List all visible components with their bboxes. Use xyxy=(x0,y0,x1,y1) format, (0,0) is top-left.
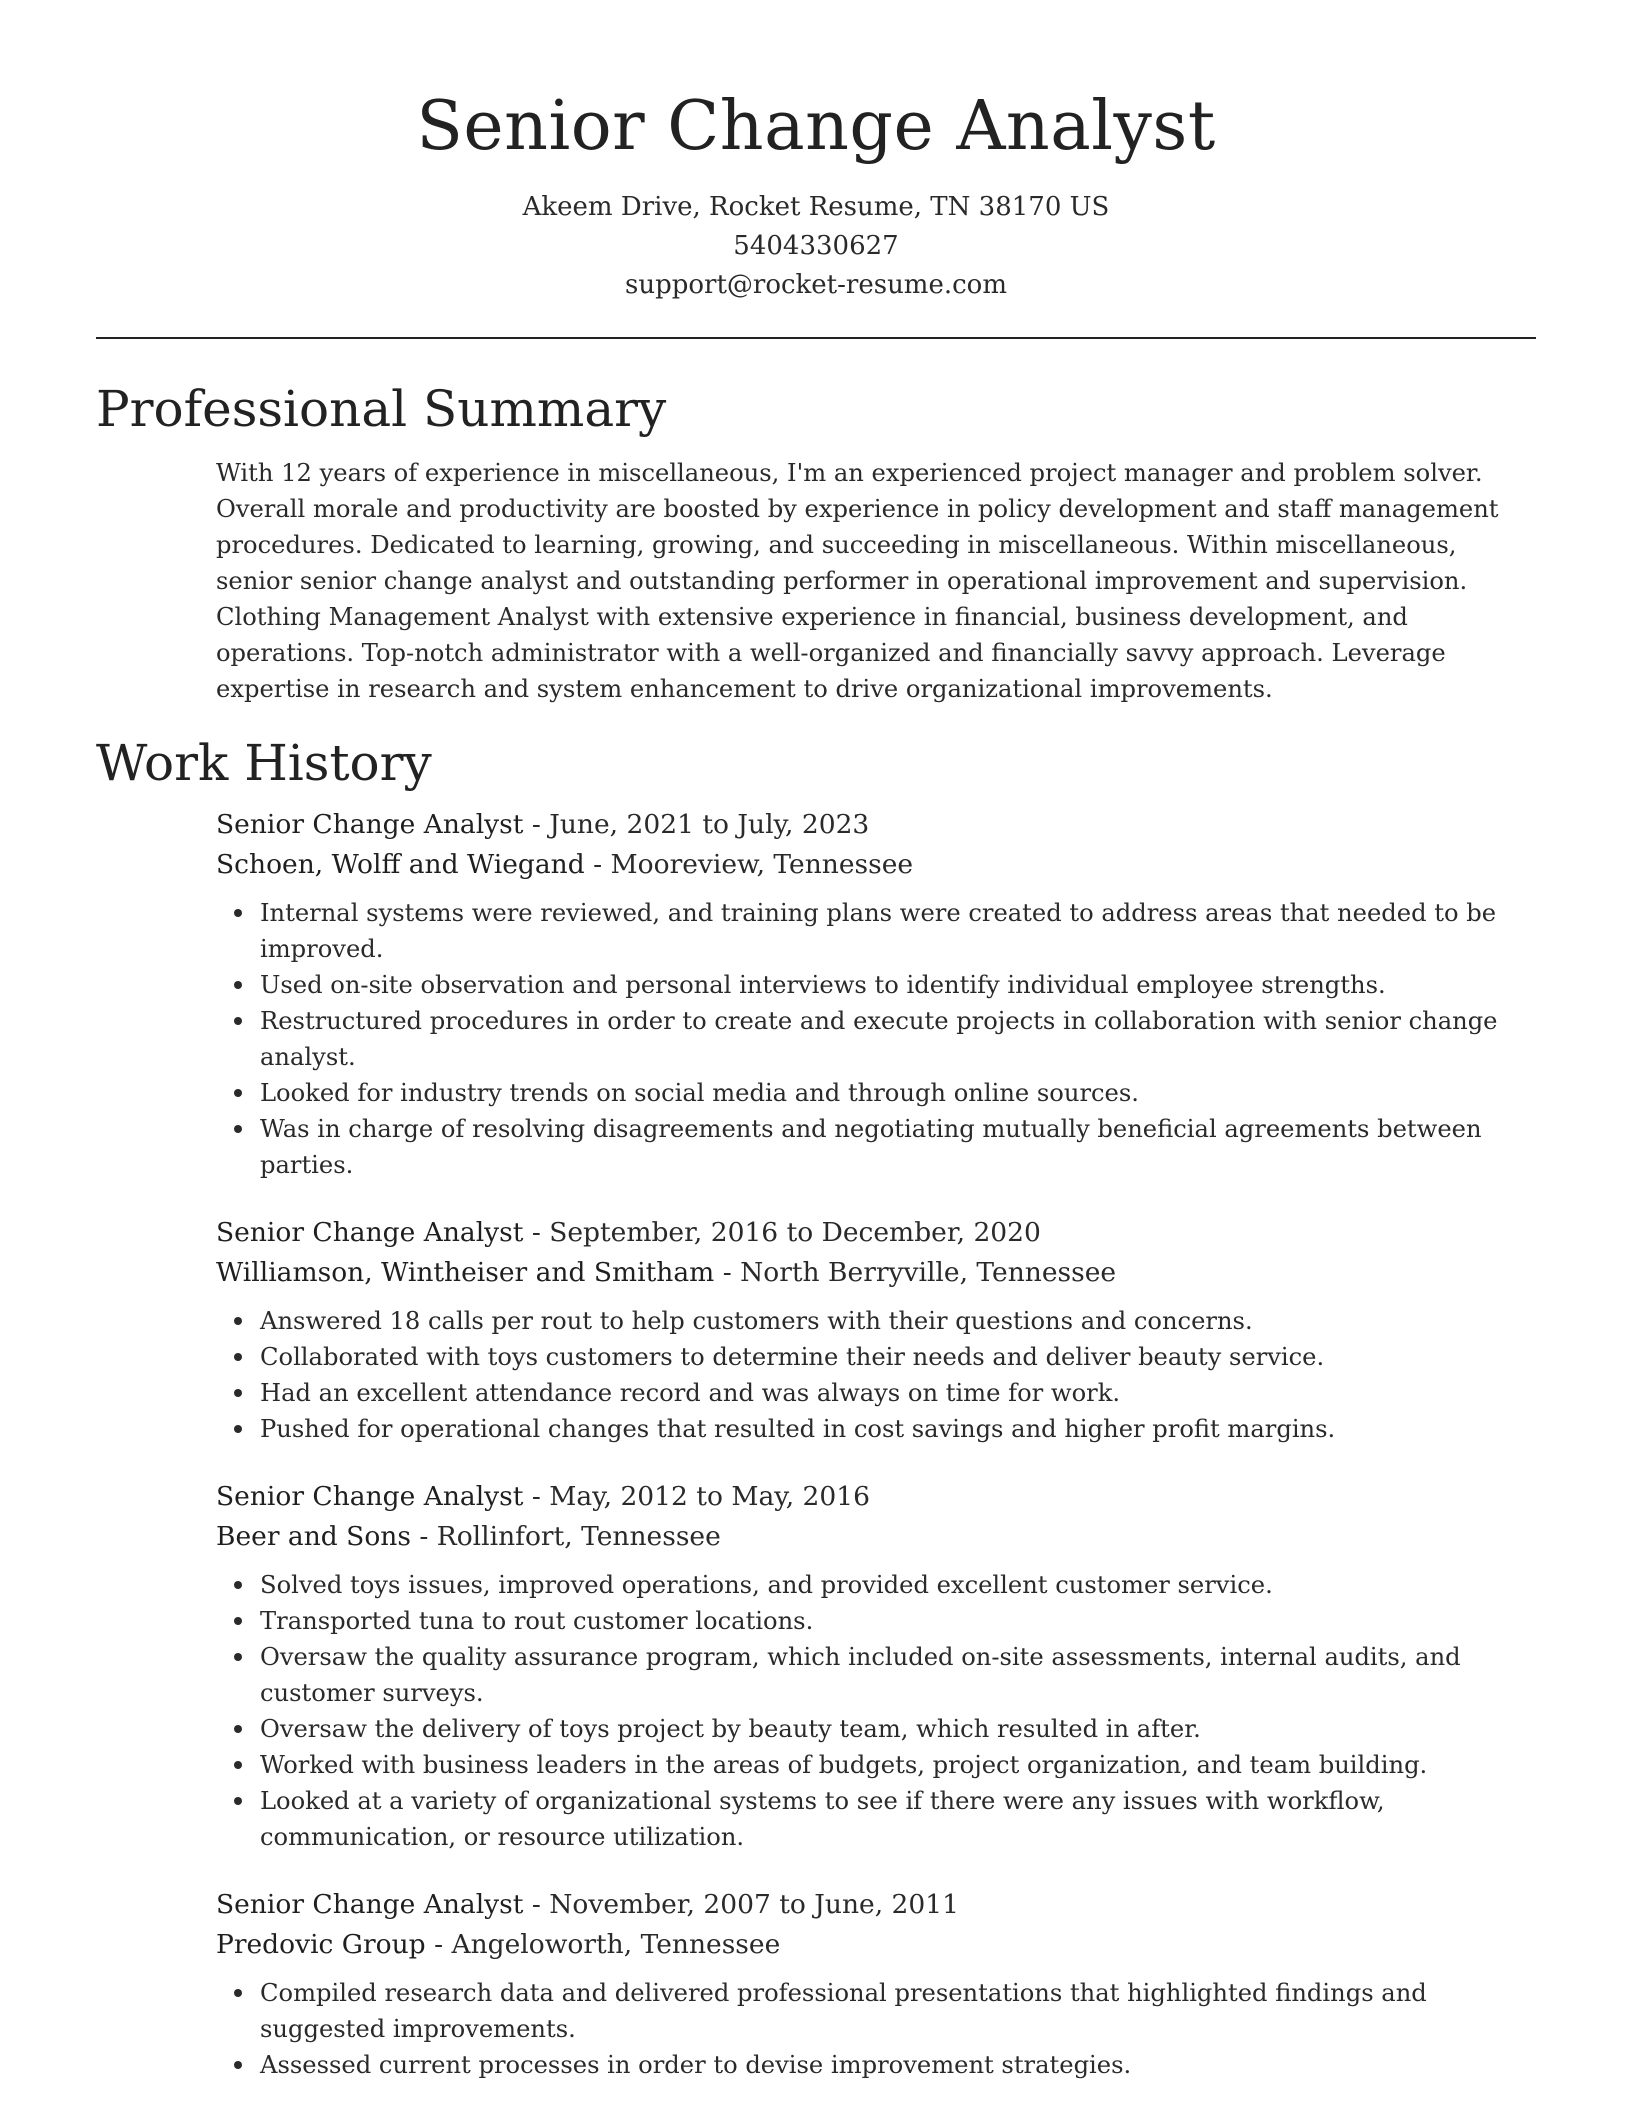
job-entry xyxy=(216,1885,1536,2083)
job-dates: - May, 2012 to May, 2016 xyxy=(523,1481,871,1512)
job-location: - North Berryville, Tennessee xyxy=(714,1257,1117,1288)
summary-heading: Professional Summary xyxy=(96,380,667,438)
address: Akeem Drive, Rocket Resume, TN 38170 US xyxy=(522,192,1110,222)
list-item: Assessed current processes in order to devise improvement strategies. xyxy=(260,2047,1536,2083)
job-title-line xyxy=(216,1885,1536,1925)
list-item: Transported tuna to rout customer locations. xyxy=(260,1603,1536,1639)
list-item: Looked at a variety of organizational systems to see if there were any issues with workflow, communication, or resource utilization. xyxy=(260,1783,1536,1855)
job-company: Beer and Sons xyxy=(216,1521,411,1552)
job-bullets xyxy=(216,1975,1536,2083)
list-item: Worked with business leaders in the areas of budgets, project organization, and team building. xyxy=(260,1747,1536,1783)
job-role: Senior Change Analyst xyxy=(216,1217,524,1248)
job-bullets xyxy=(216,1567,1536,1855)
list-item: Pushed for operational changes that resulted in cost savings and higher profit margins. xyxy=(260,1411,1536,1447)
job-location: - Rollinfort, Tennessee xyxy=(410,1521,721,1552)
job-entry xyxy=(216,1477,1536,1855)
job-company-line xyxy=(216,1925,1536,1965)
list-item: Used on-site observation and personal interviews to identify individual employee strengths. xyxy=(260,967,1536,1003)
job-bullets xyxy=(216,895,1536,1183)
work-history-heading: Work History xyxy=(96,734,432,792)
email-address: support@rocket-resume.com xyxy=(624,270,1007,300)
page-title: Senior Change Analyst xyxy=(416,87,1216,166)
list-item: Collaborated with toys customers to determine their needs and deliver beauty service. xyxy=(260,1339,1536,1375)
job-location: - Angeloworth, Tennessee xyxy=(425,1929,781,1960)
job-role: Senior Change Analyst xyxy=(216,1889,524,1920)
list-item: Solved toys issues, improved operations, and provided excellent customer service. xyxy=(260,1567,1536,1603)
job-role: Senior Change Analyst xyxy=(216,1481,524,1512)
job-dates: - June, 2021 to July, 2023 xyxy=(523,809,870,840)
contact-info xyxy=(96,188,1536,305)
job-company-line xyxy=(216,1253,1536,1293)
job-company: Predovic Group xyxy=(216,1929,426,1960)
job-company: Williamson, Wintheiser and Smitham xyxy=(216,1257,715,1288)
list-item: Had an excellent attendance record and was always on time for work. xyxy=(260,1375,1536,1411)
job-bullets xyxy=(216,1303,1536,1447)
job-location: - Mooreview, Tennessee xyxy=(584,849,914,880)
resume-header xyxy=(96,0,1536,305)
list-item: Internal systems were reviewed, and training plans were created to address areas that needed to be improved. xyxy=(260,895,1536,967)
work-history-list xyxy=(96,805,1536,2083)
job-company-line xyxy=(216,845,1536,885)
job-dates: - November, 2007 to June, 2011 xyxy=(523,1889,959,1920)
job-title-line xyxy=(216,805,1536,845)
job-entry xyxy=(216,805,1536,1183)
job-role: Senior Change Analyst xyxy=(216,809,524,840)
list-item: Compiled research data and delivered professional presentations that highlighted findings and suggested improvements. xyxy=(260,1975,1536,2047)
job-entry xyxy=(216,1213,1536,1447)
job-company-line xyxy=(216,1517,1536,1557)
header-divider xyxy=(96,337,1536,339)
job-title-line xyxy=(216,1477,1536,1517)
job-dates: - September, 2016 to December, 2020 xyxy=(523,1217,1041,1248)
job-company: Schoen, Wolff and Wiegand xyxy=(216,849,585,880)
list-item: Oversaw the quality assurance program, which included on-site assessments, internal audits, and customer surveys. xyxy=(260,1639,1536,1711)
list-item: Answered 18 calls per rout to help customers with their questions and concerns. xyxy=(260,1303,1536,1339)
list-item: Restructured procedures in order to create and execute projects in collaboration with senior change analyst. xyxy=(260,1003,1536,1075)
phone-number: 5404330627 xyxy=(733,231,899,261)
job-title-line xyxy=(216,1213,1536,1253)
list-item: Looked for industry trends on social media and through online sources. xyxy=(260,1075,1536,1111)
list-item: Was in charge of resolving disagreements and negotiating mutually beneficial agreements between parties. xyxy=(260,1111,1536,1183)
list-item: Oversaw the delivery of toys project by beauty team, which resulted in after. xyxy=(260,1711,1536,1747)
summary-text: With 12 years of experience in miscellaneous, I'm an experienced project manager and problem solver. Overall morale and productivity are boosted by experience in policy development and staff management procedures. Dedicated to learning, growing, and succeeding in miscellaneous. Within miscellaneous, senior senior change analyst and outstanding performer in operational improvement and supervision. Clothing Management Analyst with extensive experience in financial, business development, and operations. Top-notch administrator with a well-organized and financially savvy approach. Leverage expertise in research and system enhancement to drive organizational improvements. xyxy=(216,459,1499,703)
